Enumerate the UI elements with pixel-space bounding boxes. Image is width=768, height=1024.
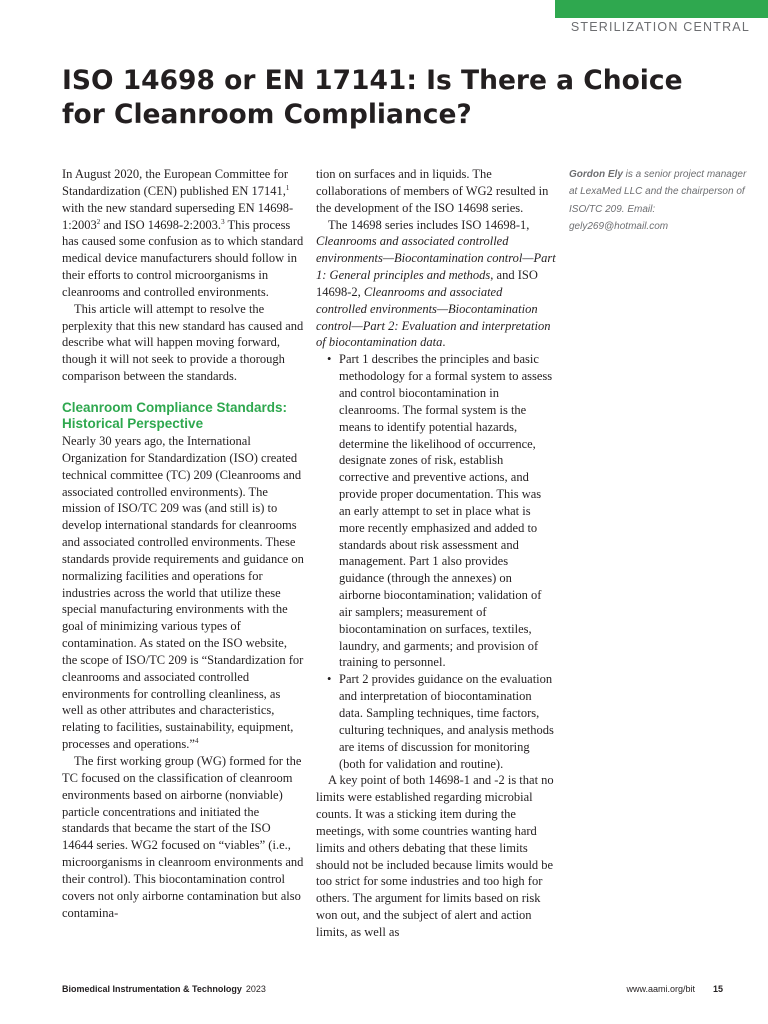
bullet-list <box>316 351 556 772</box>
footnote-ref[interactable]: 4 <box>194 737 199 745</box>
author-note <box>569 166 749 236</box>
paragraph-text: with the new standard superseding EN 14698-1:2003 <box>62 200 294 232</box>
standard-title-part1: Cleanrooms and associated controlled environments—Biocontamination control—Part 1: General principles and methods <box>316 234 556 283</box>
paragraph-text: The 14698 series includes ISO 14698-1, <box>328 217 530 232</box>
footer-journal <box>62 984 266 994</box>
journal-year: 2023 <box>245 984 266 994</box>
paragraph-series <box>316 217 556 352</box>
bullet-text: Part 1 describes the principles and basic methodology for a formal system to assess and control biocontamination in cleanrooms. The formal system is the means to identify potential hazards, determine the likelihood of occurrence, designate zones of risk, establish corrective and preventive actions, and provide proper documentation. This was an early attempt to set in place what is more recently emphasized and added to standards about risk assessment and management. Part 1 also provides guidance (through the annexes) on airborne biocontamination; validation of air samplers; measurement of biocontamination on surfaces, textiles, laundry, and garments; and provision of training to personnel. <box>339 352 553 670</box>
bullet-item <box>316 671 556 772</box>
page-number: 15 <box>712 984 723 994</box>
section-label: STERILIZATION CENTRAL <box>570 20 750 34</box>
paragraph-text: This process has caused some confusion as to which standard medical device manufacturers should follow in their efforts to control microorganisms in cleanrooms and controlled environments. <box>62 217 304 299</box>
bullet-icon: • <box>327 672 332 687</box>
paragraph-working-groups: The first working group (WG) formed for the TC focused on the classification of cleanroom environments based on airborne (nonviable) particle concentrations and initiated the standards that became the start of the ISO 14644 series. WG2 focused on “viables” (i.e., microorganisms in cleanroom environments and their control). This biocontamination control covers not only airborne contamination but also contamina- <box>62 754 304 920</box>
standard-title-part2: Cleanrooms and associated controlled environments—Biocontamination control—Part 2: Evaluation and interpretation of biocontamination data <box>316 284 551 350</box>
journal-url-link[interactable]: www.aami.org/bit <box>626 984 695 994</box>
bullet-icon: • <box>327 352 332 367</box>
bullet-item <box>316 351 556 671</box>
section-heading: Cleanroom Compliance Standards: Historical Perspective <box>62 399 288 432</box>
footnote-ref[interactable]: 1 <box>285 183 290 192</box>
author-bio: is a senior project manager at LexaMed LLC and the chairperson of ISO/TC 209. Email: gely269@hotmail.com <box>569 169 747 233</box>
footer-page-info <box>626 984 723 994</box>
footnote-ref[interactable]: 3 <box>221 217 225 226</box>
section-color-tab <box>555 0 768 18</box>
paragraph-text: . <box>442 335 446 350</box>
column-1 <box>62 166 304 921</box>
bullet-text: Part 2 provides guidance on the evaluation and interpretation of biocontamination data. Sampling techniques, time factors, culturing techniques, and analysis methods are items of discussion for monitoring (both for validation and routine). <box>339 672 554 771</box>
author-name: Gordon Ely <box>569 169 623 180</box>
paragraph-purpose: This article will attempt to resolve the perplexity that this new standard has caused and describe what will happen moving forward, though it will not seek to provide a thorough comparison between the standards. <box>62 301 304 384</box>
paragraph-history <box>62 433 304 753</box>
paragraph-text: Nearly 30 years ago, the International Organization for Standardization (ISO) created technical committee (TC) 209 (Cleanrooms and associated controlled environments). The mission of ISO/TC 209 was (and still is) to develop international standards for cleanrooms and associated controlled environments. These standards provide requirements and guidance on normalizing facilities and operations for industries across the world that utilize these special manufacturing environments with the goal of minimizing various types of contamination. As stated on the ISO website, the scope of ISO/TC 209 is “Standardization for cleanrooms and associated controlled environments for controlling cleanliness, as well as other attributes and characteristics, relating to facilities, sustainability, equipment, processes and operations.” <box>62 433 304 752</box>
journal-name: Biomedical Instrumentation & Technology <box>62 984 242 994</box>
footnote-ref[interactable]: 2 <box>96 217 101 226</box>
paragraph-text: , and ISO 14698-2, <box>316 268 538 299</box>
paragraph-intro <box>62 166 304 301</box>
paragraph-text: In August 2020, the European Committee for Standardization (CEN) published EN 17141, <box>62 167 289 198</box>
paragraph-text: and ISO 14698-2:2003. <box>100 217 222 232</box>
paragraph-limits: A key point of both 14698-1 and -2 is that no limits were established regarding microbial counts. It was a sticking item during the meetings, with some countries wanting hard limits and others debating that these limits should not be included because limits would be too strict for some industries and too high for others. The argument for limits based on risk won out, and the subject of alert and action limits, as well as <box>316 773 554 939</box>
paragraph-continued: tion on surfaces and in liquids. The collaborations of members of WG2 resulted in the development of the ISO 14698 series. <box>316 167 549 215</box>
column-2 <box>316 166 556 941</box>
article-title: ISO 14698 or EN 17141: Is There a Choice for Cleanroom Compliance? <box>62 65 683 130</box>
